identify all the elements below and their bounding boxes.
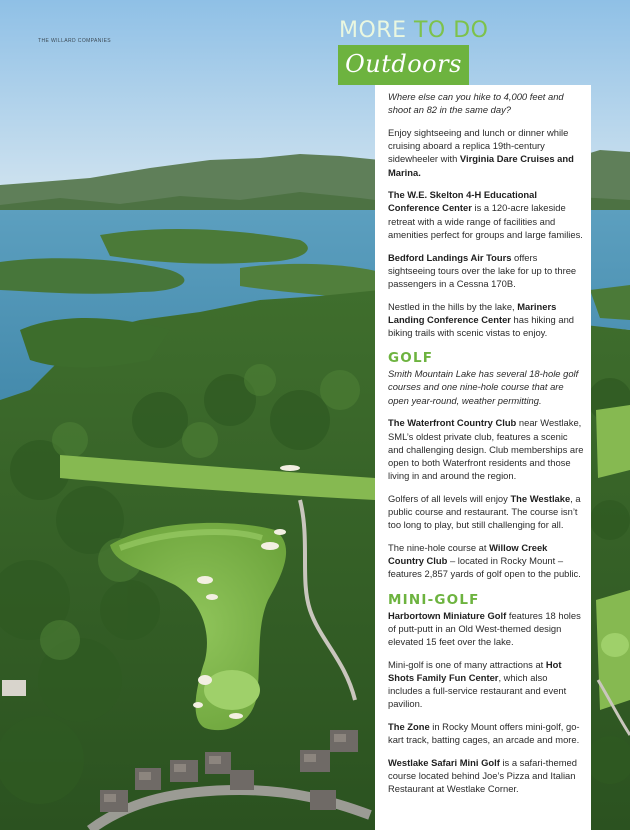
paragraph bbox=[388, 609, 584, 649]
para-lead: Golfers of all levels will enjoy bbox=[388, 492, 511, 504]
paragraph bbox=[388, 756, 584, 796]
kicker-word-2: TO DO bbox=[406, 18, 489, 43]
para-text: , which also includes a full-service restaurant and event pavilion. bbox=[388, 671, 567, 710]
para-bold: The Zone bbox=[388, 721, 430, 733]
title-banner bbox=[338, 45, 469, 85]
paragraph bbox=[388, 658, 584, 711]
para-lead: Nestled in the hills by the lake, bbox=[388, 300, 518, 312]
section-kicker bbox=[339, 18, 488, 43]
para-bold: The W.E. Skelton 4-H Educational Conference Center bbox=[388, 189, 537, 214]
paragraph bbox=[388, 300, 584, 340]
paragraph bbox=[388, 416, 584, 482]
para-bold: Westlake Safari Mini Golf bbox=[388, 756, 500, 768]
para-text: in Rocky Mount offers mini-golf, go-kart track, batting cages, an arcade and more. bbox=[388, 721, 580, 746]
kicker-word-1: MORE bbox=[339, 18, 407, 43]
para-text: offers sightseeing tours over the lake for up to three passengers in a Cessna 170B. bbox=[388, 251, 577, 289]
para-bold: Virginia Dare Cruises and Marina. bbox=[388, 153, 574, 178]
paragraph bbox=[388, 251, 584, 291]
para-bold: Hot Shots Family Fun Center bbox=[388, 658, 562, 683]
para-text: near Westlake, SML’s oldest private club, features a scenic and challenging design. Club memberships are open to both Waterfront residents and those living in and around the region. bbox=[388, 417, 584, 482]
section-heading-minigolf: MINI-GOLF bbox=[388, 591, 480, 608]
golf-intro: Smith Mountain Lake has several 18-hole golf courses and one nine-hole course that are open year-round, weather permitting. bbox=[388, 368, 579, 406]
section-heading-golf: GOLF bbox=[388, 350, 434, 367]
paragraph bbox=[388, 492, 584, 532]
para-bold: The Waterfront Country Club bbox=[388, 417, 517, 429]
para-bold: Bedford Landings Air Tours bbox=[388, 251, 512, 263]
article-body bbox=[388, 90, 584, 805]
para-text: has hiking and biking trails with scenic vistas to enjoy. bbox=[388, 313, 575, 339]
paragraph bbox=[388, 720, 584, 746]
para-text: is a safari-themed course located behind Joe’s Pizza and Italian Restaurant at Westlake Corner. bbox=[388, 756, 577, 795]
para-bold: Harbortown Miniature Golf bbox=[388, 609, 507, 621]
para-text: , a public course and restaurant. The course isn’t too long to play, but still challenging for all. bbox=[388, 492, 581, 531]
para-lead: The nine-hole course at bbox=[388, 541, 490, 553]
para-text: – located in Rocky Mount – features 2,857 yards of golf open to the public. bbox=[388, 555, 581, 580]
page-title: Outdoors bbox=[345, 50, 462, 78]
para-lead: Mini-golf is one of many attractions at bbox=[388, 658, 546, 670]
paragraph bbox=[388, 126, 584, 179]
intro-text: Where else can you hike to 4,000 feet and shoot an 82 in the same day? bbox=[388, 91, 564, 116]
para-text: features 18 holes of putt-putt in an Old West-themed design elevated 15 feet over the lake. bbox=[388, 609, 581, 647]
para-bold: Willow Creek Country Club bbox=[388, 541, 548, 567]
para-bold: Mariners Landing Conference Center bbox=[388, 300, 557, 325]
publisher-label: THE WILLARD COMPANIES bbox=[38, 38, 112, 44]
para-bold: The Westlake bbox=[510, 492, 571, 504]
para-text: Enjoy sightseeing and lunch or dinner while cruising aboard a replica 19th-century sidewheeler with bbox=[388, 126, 569, 165]
paragraph bbox=[388, 188, 584, 241]
para-text: is a 120-acre lakeside retreat with a wide range of facilities and amenities perfect for groups and large families. bbox=[388, 202, 583, 240]
paragraph bbox=[388, 541, 584, 581]
